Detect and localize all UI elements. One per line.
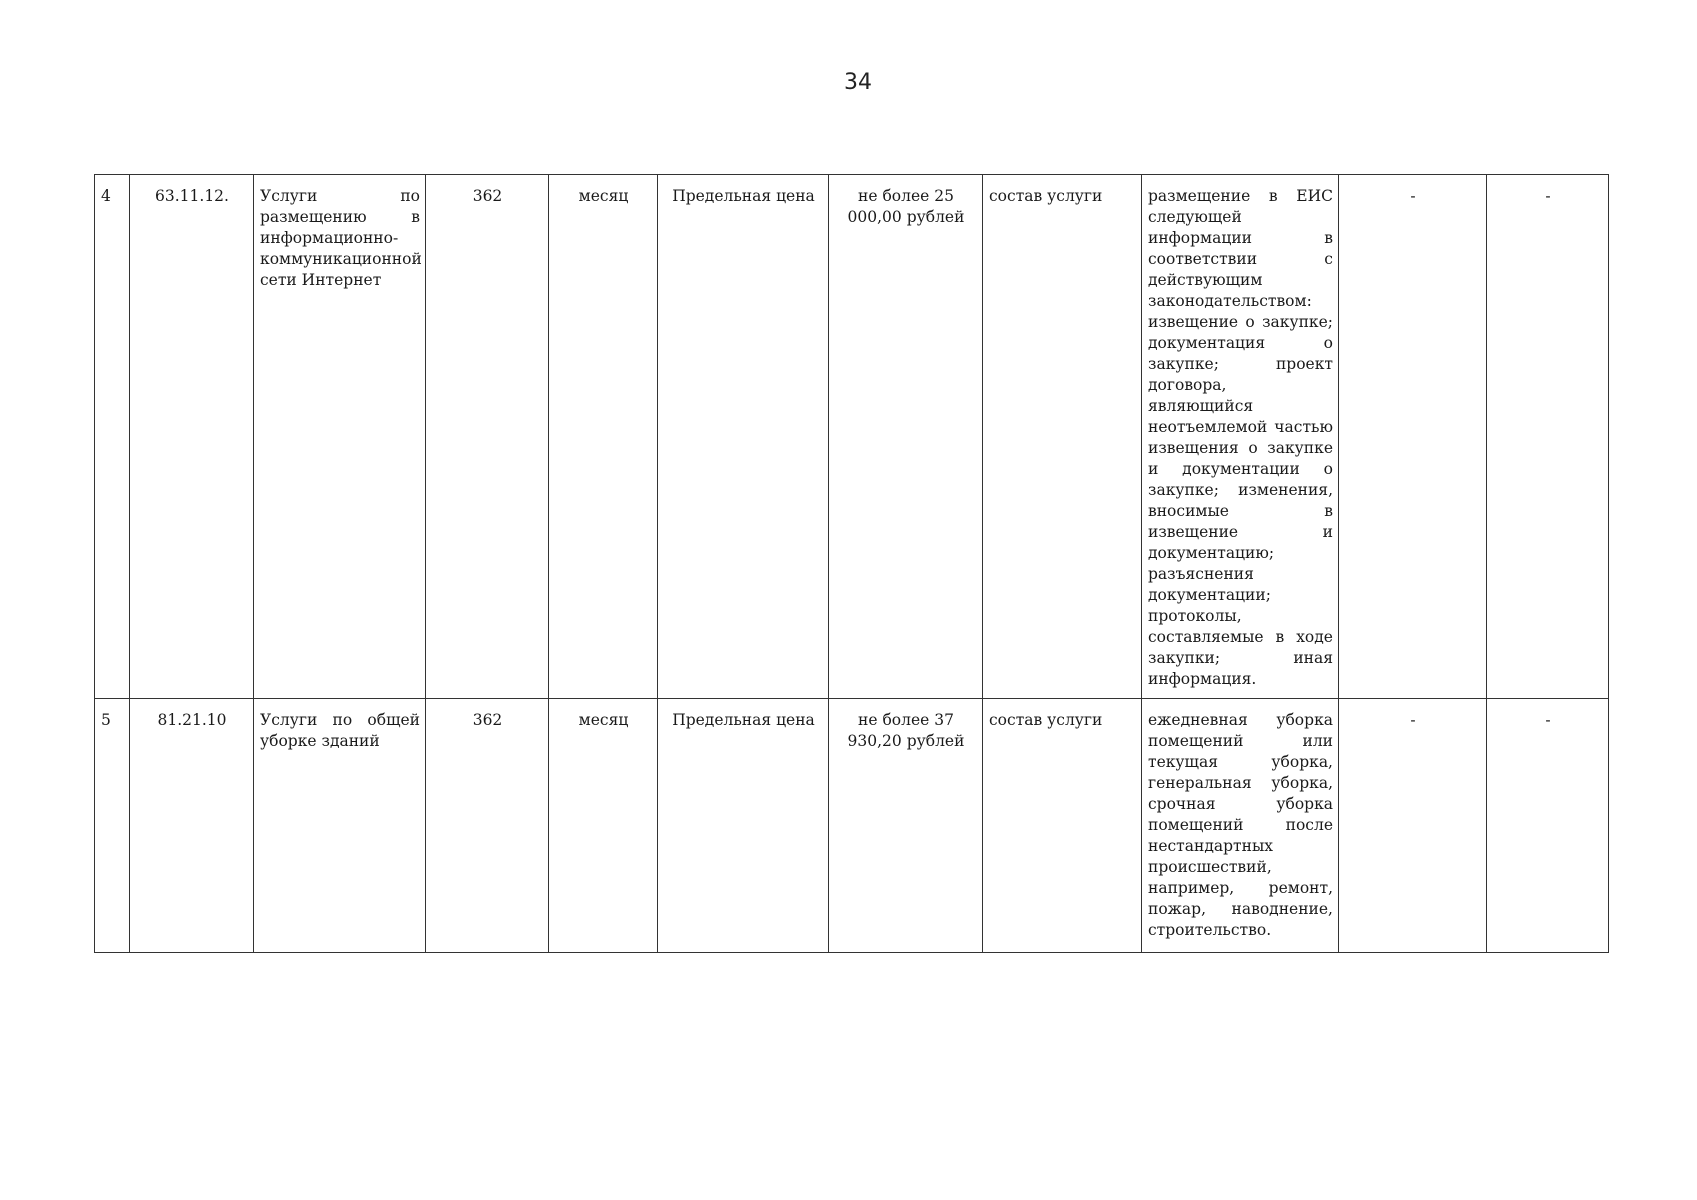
- characteristic-name-2: состав услуги: [983, 175, 1142, 699]
- okei-code: 362: [426, 699, 549, 953]
- okpd-code: 81.21.10: [130, 699, 254, 953]
- okpd-code: 63.11.12.: [130, 175, 254, 699]
- row-number: 5: [95, 699, 130, 953]
- unit-name: месяц: [549, 699, 658, 953]
- characteristic-value: не более 37 930,20 рублей: [829, 699, 983, 953]
- service-name: Услуги по общей уборке зданий: [254, 699, 426, 953]
- justification-cell: -: [1339, 699, 1487, 953]
- service-name: Услуги по размещению в информационно-коммуникационной сети Интернет: [254, 175, 426, 699]
- row-number: 4: [95, 175, 130, 699]
- procurement-table: [94, 174, 1609, 953]
- unit-name: месяц: [549, 175, 658, 699]
- characteristic-value-2: ежедневная уборка помещений или текущая уборка, генеральная уборка, срочная уборка помещений после нестандартных происшествий, например, ремонт, пожар, наводнение, строительство.: [1142, 699, 1339, 953]
- table-row: [95, 699, 1609, 953]
- function-cell: -: [1487, 699, 1609, 953]
- function-cell: -: [1487, 175, 1609, 699]
- characteristic-name-2: состав услуги: [983, 699, 1142, 953]
- characteristic-value-2: размещение в ЕИС следующей информации в соответствии с действующим законодательством: извещение о закупке; документация о закупке; проект договора, являющийся неотъемлемой частью извещения о закупке и документации о закупке; изменения, вносимые в извещение и документацию; разъяснения документации; протоколы, составляемые в ходе закупки; иная информация.: [1142, 175, 1339, 699]
- okei-code: 362: [426, 175, 549, 699]
- characteristic-name: Предельная цена: [658, 699, 829, 953]
- characteristic-name: Предельная цена: [658, 175, 829, 699]
- table-row: [95, 175, 1609, 699]
- characteristic-value: не более 25 000,00 рублей: [829, 175, 983, 699]
- justification-cell: -: [1339, 175, 1487, 699]
- page-number: 34: [844, 70, 872, 95]
